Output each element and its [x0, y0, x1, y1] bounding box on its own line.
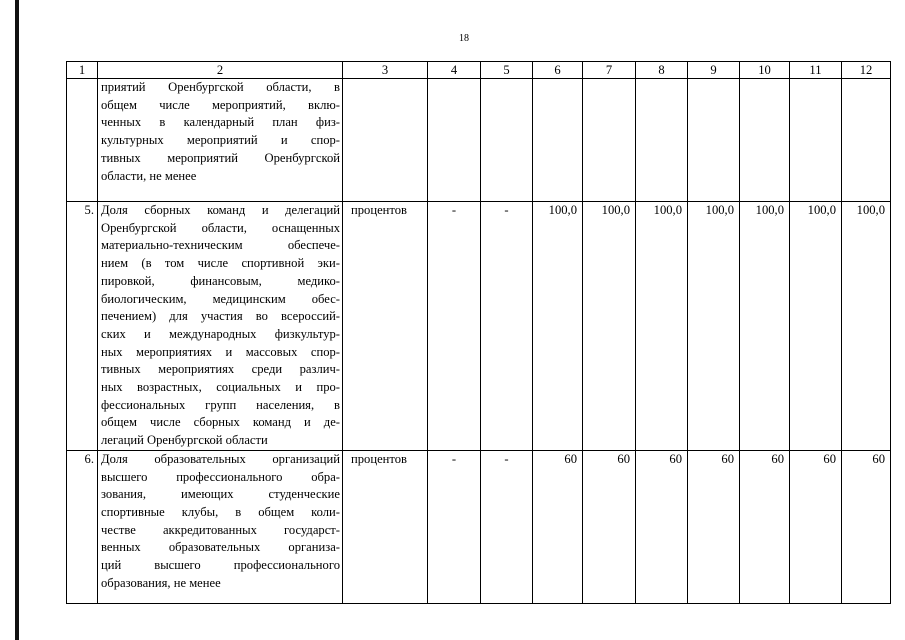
row-number	[67, 79, 98, 202]
description-line: ций высшего профессионального	[101, 558, 340, 573]
description-line: общем числе мероприятий, вклю-	[101, 97, 340, 112]
description-line: общем числе сборных команд и де-	[101, 415, 340, 430]
page-number: 18	[459, 33, 469, 44]
value-cell: 60	[842, 450, 891, 603]
description-line: фессиональных групп населения, в	[101, 397, 340, 412]
value-cell-col4	[428, 79, 481, 202]
header-cell: 4	[428, 62, 481, 79]
header-cell: 11	[790, 62, 842, 79]
value-cell: 100,0	[583, 202, 636, 451]
value-cell	[533, 79, 583, 202]
value-cell	[636, 79, 688, 202]
description-line: ных возрастных, социальных и про-	[101, 380, 340, 395]
value-cell: 100,0	[688, 202, 740, 451]
description-line: высшего профессионального обра-	[101, 469, 340, 484]
value-cell: 100,0	[533, 202, 583, 451]
value-cell-col4: -	[428, 450, 481, 603]
value-cell: 60	[533, 450, 583, 603]
unit-cell	[343, 79, 428, 202]
description-line: венных образовательных организа-	[101, 540, 340, 555]
description-line: ченных в календарный план физ-	[101, 115, 340, 130]
value-cell-col5	[481, 79, 533, 202]
value-cell: 100,0	[842, 202, 891, 451]
description-line: Доля образовательных организаций	[101, 451, 340, 466]
description-line: печением) для участия во всероссий-	[101, 309, 340, 324]
value-cell-col4: -	[428, 202, 481, 451]
description-line: биологическим, медицинским обес-	[101, 291, 340, 306]
table-row	[67, 202, 891, 451]
table-body	[67, 62, 891, 604]
description-line: тивных мероприятий Оренбургской	[101, 150, 340, 165]
unit-cell: процентов	[343, 202, 428, 451]
header-row	[67, 62, 891, 79]
table-row	[67, 450, 891, 603]
description-line: тивных мероприятиях среди различ-	[101, 362, 340, 377]
value-cell	[790, 79, 842, 202]
value-cell	[688, 79, 740, 202]
value-cell	[740, 79, 790, 202]
header-cell: 1	[67, 62, 98, 79]
row-number: 6.	[67, 450, 98, 603]
description-line: честве аккредитованных государст-	[101, 522, 340, 537]
description-line: нием (в том числе спортивной эки-	[101, 256, 340, 271]
header-cell: 6	[533, 62, 583, 79]
value-cell: 100,0	[740, 202, 790, 451]
description-line: ских и международных физкультур-	[101, 326, 340, 341]
value-cell: 60	[688, 450, 740, 603]
header-cell: 7	[583, 62, 636, 79]
header-cell: 12	[842, 62, 891, 79]
indicator-description	[98, 202, 343, 451]
header-cell: 5	[481, 62, 533, 79]
header-cell: 3	[343, 62, 428, 79]
value-cell	[842, 79, 891, 202]
indicators-table	[66, 61, 891, 604]
description-line: легаций Оренбургской области	[101, 433, 268, 448]
description-line: Доля сборных команд и делегаций	[101, 203, 340, 217]
row-number: 5.	[67, 202, 98, 451]
value-cell: 100,0	[636, 202, 688, 451]
value-cell: 60	[583, 450, 636, 603]
description-line: материально-техническим обеспече-	[101, 238, 340, 253]
description-line: ных мероприятиях и массовых спор-	[101, 344, 340, 359]
value-cell: 60	[740, 450, 790, 603]
description-line: пировкой, финансовым, медико-	[101, 273, 340, 288]
value-cell-col5: -	[481, 450, 533, 603]
header-cell: 2	[98, 62, 343, 79]
description-line: приятий Оренбургской области, в	[101, 80, 340, 94]
value-cell	[583, 79, 636, 202]
value-cell: 60	[636, 450, 688, 603]
header-cell: 10	[740, 62, 790, 79]
header-cell: 8	[636, 62, 688, 79]
scan-edge	[15, 0, 19, 640]
value-cell: 60	[790, 450, 842, 603]
value-cell-col5: -	[481, 202, 533, 451]
value-cell: 100,0	[790, 202, 842, 451]
description-line: спортивные клубы, в общем коли-	[101, 504, 340, 519]
indicator-description	[98, 79, 343, 202]
description-line: зования, имеющих студенческие	[101, 487, 340, 502]
header-cell: 9	[688, 62, 740, 79]
description-line: Оренбургской области, оснащенных	[101, 220, 340, 235]
description-line: области, не менее	[101, 168, 197, 183]
indicator-description	[98, 450, 343, 603]
description-line: культурных мероприятий и спор-	[101, 133, 340, 148]
table-row	[67, 79, 891, 202]
description-line: образования, не менее	[101, 575, 221, 590]
unit-cell: процентов	[343, 450, 428, 603]
